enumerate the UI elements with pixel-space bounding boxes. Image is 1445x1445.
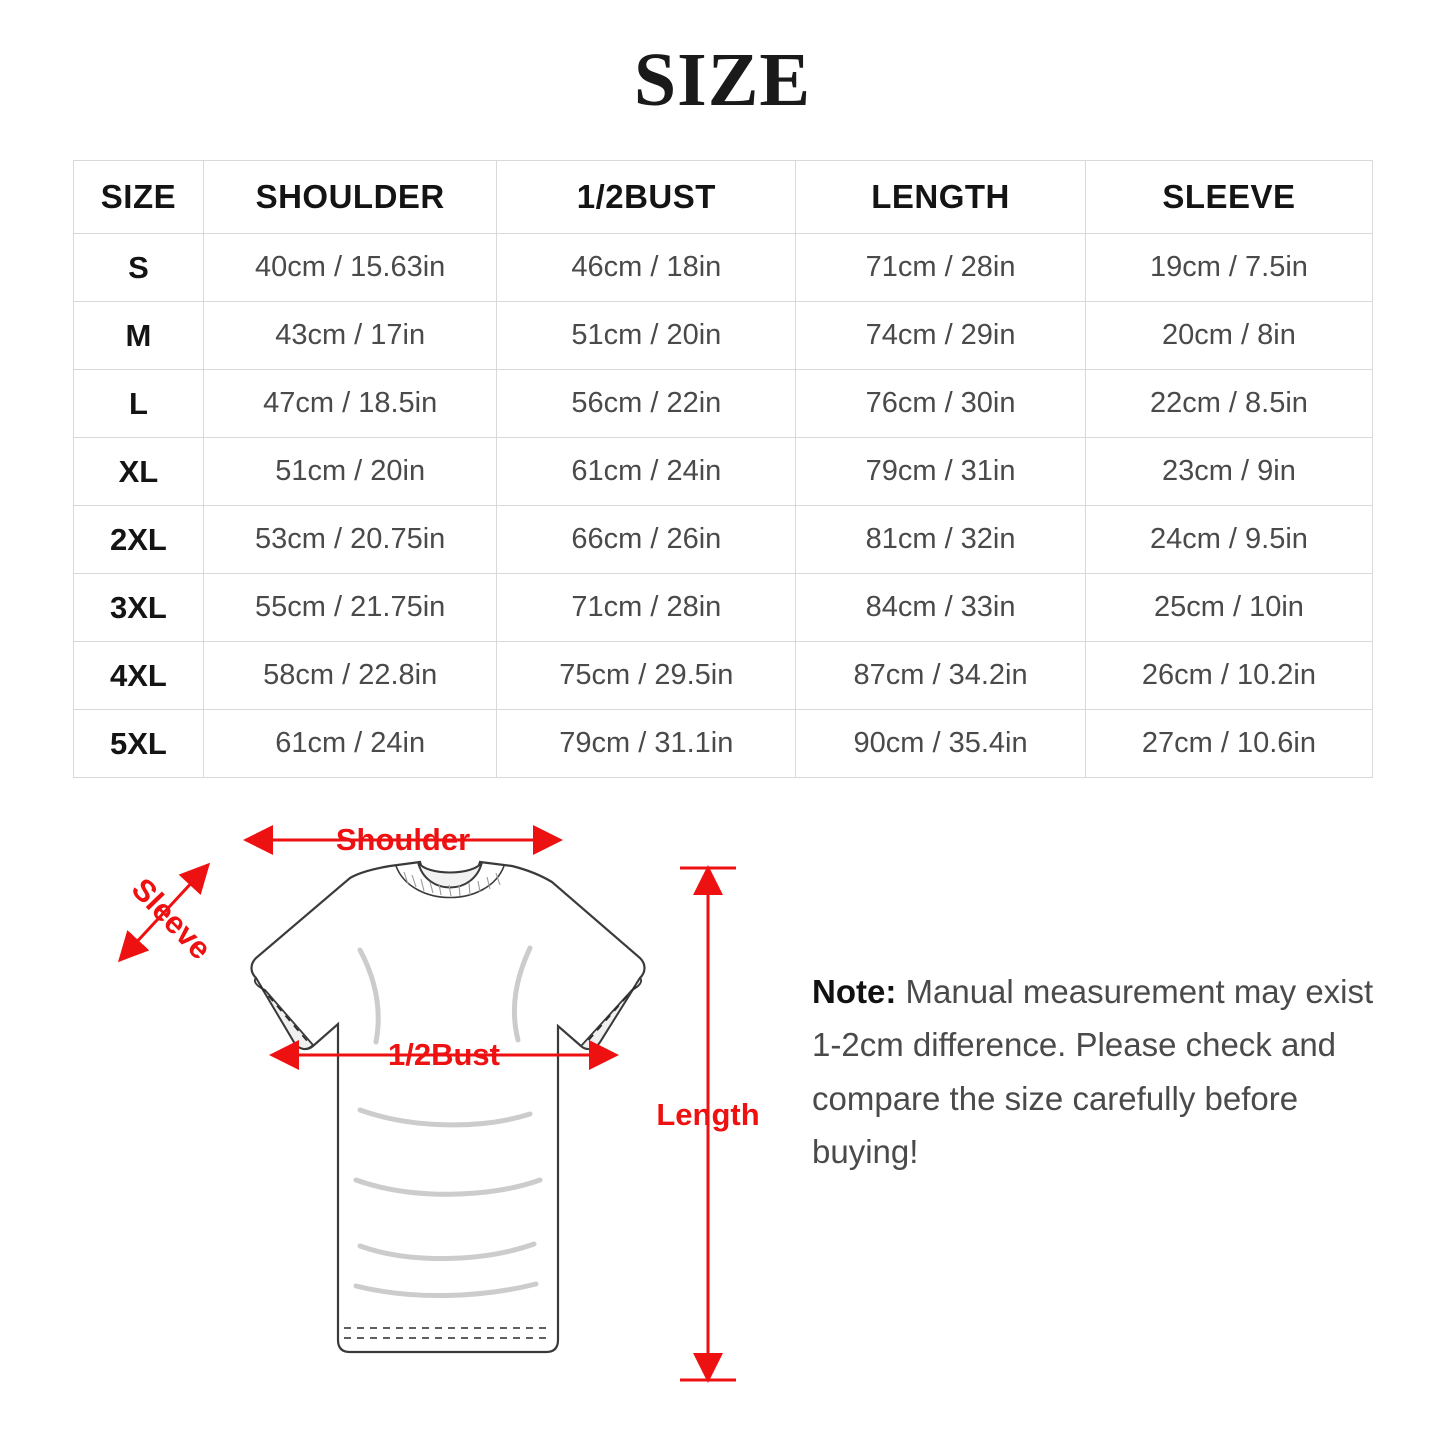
- cell-length: 74cm / 29in: [796, 302, 1086, 370]
- note-text: Manual measurement may exist 1-2cm difference. Please check and compare the size carefully before buying!: [812, 973, 1374, 1171]
- cell-shoulder: 55cm / 21.75in: [203, 574, 497, 642]
- cell-halfbust: 46cm / 18in: [497, 234, 796, 302]
- cell-length: 79cm / 31in: [796, 438, 1086, 506]
- cell-halfbust: 71cm / 28in: [497, 574, 796, 642]
- cell-sleeve: 22cm / 8.5in: [1085, 370, 1372, 438]
- shoulder-label: Shoulder: [335, 822, 471, 857]
- cell-halfbust: 51cm / 20in: [497, 302, 796, 370]
- cell-halfbust: 56cm / 22in: [497, 370, 796, 438]
- cell-size: 5XL: [74, 710, 204, 778]
- cell-length: 84cm / 33in: [796, 574, 1086, 642]
- cell-sleeve: 24cm / 9.5in: [1085, 506, 1372, 574]
- table-row: [74, 370, 1373, 438]
- cell-size: S: [74, 234, 204, 302]
- table-row: [74, 574, 1373, 642]
- column-header-sleeve: SLEEVE: [1085, 161, 1372, 234]
- cell-halfbust: 75cm / 29.5in: [497, 642, 796, 710]
- cell-sleeve: 26cm / 10.2in: [1085, 642, 1372, 710]
- table-row: [74, 642, 1373, 710]
- cell-length: 81cm / 32in: [796, 506, 1086, 574]
- cell-shoulder: 40cm / 15.63in: [203, 234, 497, 302]
- cell-length: 76cm / 30in: [796, 370, 1086, 438]
- table-header-row: [74, 161, 1373, 234]
- column-header-size: SIZE: [74, 161, 204, 234]
- table-row: [74, 234, 1373, 302]
- cell-length: 87cm / 34.2in: [796, 642, 1086, 710]
- note-label: Note:: [812, 973, 897, 1010]
- column-header-halfbust: 1/2BUST: [497, 161, 796, 234]
- cell-sleeve: 25cm / 10in: [1085, 574, 1372, 642]
- size-table-container: [73, 160, 1373, 778]
- cell-shoulder: 47cm / 18.5in: [203, 370, 497, 438]
- length-label: Length: [656, 1097, 760, 1132]
- cell-halfbust: 79cm / 31.1in: [497, 710, 796, 778]
- table-row: [74, 302, 1373, 370]
- cell-sleeve: 27cm / 10.6in: [1085, 710, 1372, 778]
- table-row: [74, 710, 1373, 778]
- cell-shoulder: 53cm / 20.75in: [203, 506, 497, 574]
- cell-halfbust: 61cm / 24in: [497, 438, 796, 506]
- cell-shoulder: 61cm / 24in: [203, 710, 497, 778]
- table-row: [74, 438, 1373, 506]
- cell-shoulder: 51cm / 20in: [203, 438, 497, 506]
- cell-length: 71cm / 28in: [796, 234, 1086, 302]
- cell-length: 90cm / 35.4in: [796, 710, 1086, 778]
- cell-size: L: [74, 370, 204, 438]
- cell-halfbust: 66cm / 26in: [497, 506, 796, 574]
- tshirt-measurement-diagram: [60, 780, 800, 1420]
- size-table: [73, 160, 1373, 778]
- cell-size: XL: [74, 438, 204, 506]
- table-row: [74, 506, 1373, 574]
- cell-sleeve: 23cm / 9in: [1085, 438, 1372, 506]
- column-header-shoulder: SHOULDER: [203, 161, 497, 234]
- cell-size: 2XL: [74, 506, 204, 574]
- cell-sleeve: 19cm / 7.5in: [1085, 234, 1372, 302]
- note-block: [812, 965, 1382, 1179]
- cell-shoulder: 58cm / 22.8in: [203, 642, 497, 710]
- tshirt-illustration: [252, 862, 645, 1352]
- column-header-length: LENGTH: [796, 161, 1086, 234]
- cell-size: 3XL: [74, 574, 204, 642]
- cell-size: M: [74, 302, 204, 370]
- halfbust-label: 1/2Bust: [388, 1037, 500, 1072]
- page-title: SIZE: [633, 38, 812, 122]
- cell-size: 4XL: [74, 642, 204, 710]
- cell-sleeve: 20cm / 8in: [1085, 302, 1372, 370]
- cell-shoulder: 43cm / 17in: [203, 302, 497, 370]
- sleeve-label: Sleeve: [124, 871, 219, 967]
